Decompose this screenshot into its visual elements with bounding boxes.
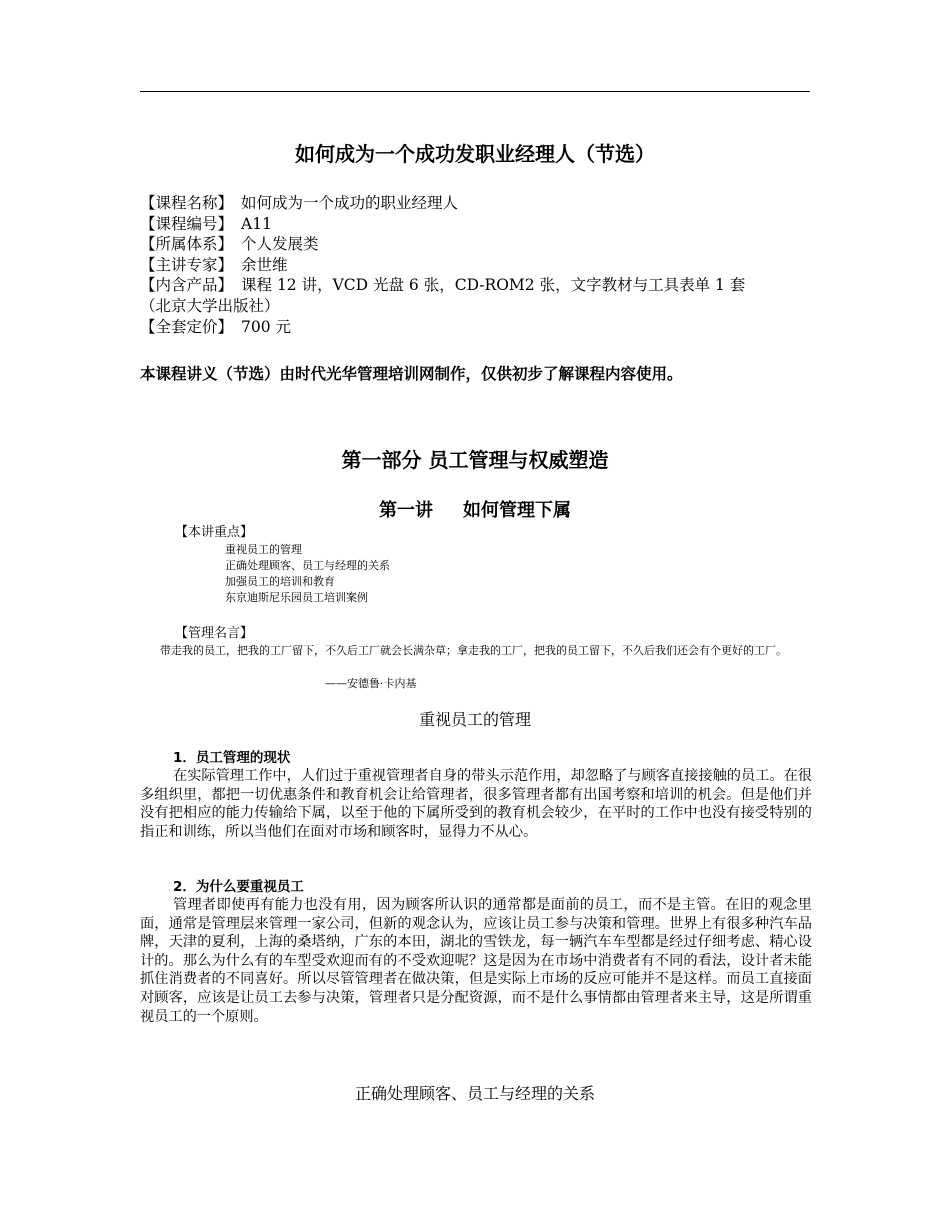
focus-item: 正确处理顾客、员工与经理的关系 [225,559,390,572]
subsection-heading: 2．为什么要重视员工 [173,879,304,895]
quote-author: ——安德鲁·卡内基 [325,677,417,690]
products-value: 课程 12 讲，VCD 光盘 6 张，CD-ROM2 张，文字教材与工具表单 1 套 [241,276,746,295]
focus-list [225,542,390,606]
paragraph: 管理者即使再有能力也没有用，因为顾客所认识的通常都是面前的员工，而不是主管。在旧的观念里面，通常是管理层来管理一家公司，但新的观念认为，应该让员工参与决策和管理。世界上有很多种汽车品牌，天津的夏利，上海的桑塔纳，广东的本田，湖北的雪铁龙，每一辆汽车车型都是经过仔细考虑、精心设计的。那么为什么有的车型受欢迎而有的不受欢迎呢？这是因为在市场中消费者有不同的看法，设计者未能抓住消费者的不同喜好。所以尽管管理者在做决策，但是实际上市场的反应可能并不是这样。而员工直接面对顾客，应该是让员工去参与决策，管理者只是分配资源，而不是什么事情都由管理者来主导，这是所谓重视员工的一个原则。 [140,897,812,1025]
products-row [140,275,820,296]
lecturer-label: 【主讲专家】 [140,255,234,274]
lecture-title [140,498,810,524]
course-code-label: 【课程编号】 [140,214,234,233]
price-row [140,317,820,338]
course-info [140,193,820,337]
section-title: 重视员工的管理 [418,710,531,729]
lecture-number: 第一讲 [379,500,433,521]
part-title: 第一部分 员工管理与权威塑造 [341,448,609,472]
category-row [140,234,820,255]
course-name-row [140,193,820,214]
products-label: 【内含产品】 [140,276,234,295]
lecture-name: 如何管理下属 [463,500,571,521]
price-value: 700 元 [241,317,292,336]
lecturer-value: 余世维 [241,255,288,274]
category-value: 个人发展类 [241,235,319,254]
quote-heading: 【管理名言】 [175,626,254,641]
section-title: 正确处理顾客、员工与经理的关系 [354,1084,595,1103]
document-title: 如何成为一个成功发职业经理人（节选） [295,142,655,166]
lecturer-row [140,255,820,276]
focus-heading: 【本讲重点】 [175,525,254,540]
category-label: 【所属体系】 [140,235,234,254]
focus-item: 重视员工的管理 [225,543,302,556]
focus-item: 加强员工的培训和教育 [225,575,335,588]
course-code-row [140,214,820,235]
subsection-heading: 1．员工管理的现状 [173,750,291,766]
paragraph: 在实际管理工作中，人们过于重视管理者自身的带头示范作用，却忽略了与顾客直接接触的员工。在很多组织里，都把一切优惠条件和教育机会让给管理者，很多管理者都有出国考察和培训的机会。但是他们并没有把相应的能力传输给下属，以至于他的下属所受到的教育机会较少，在平时的工作中也没有接受特别的指正和训练，所以当他们在面对市场和顾客时，显得力不从心。 [140,768,812,840]
course-code-value: A11 [241,214,272,233]
header-rule [140,91,810,92]
focus-item: 东京迪斯尼乐园员工培训案例 [225,591,368,604]
price-label: 【全套定价】 [140,317,234,336]
course-name-value: 如何成为一个成功的职业经理人 [241,194,459,212]
course-name-label: 【课程名称】 [140,194,234,212]
usage-notice: 本课程讲义（节选）由时代光华管理培训网制作，仅供初步了解课程内容使用。 [140,365,683,383]
products-publisher: （北京大学出版社） [140,296,280,315]
quote-text: 带走我的员工，把我的工厂留下，不久后工厂就会长满杂草；拿走我的工厂，把我的员工留下，不久后我们还会有个更好的工厂。 [160,644,787,657]
